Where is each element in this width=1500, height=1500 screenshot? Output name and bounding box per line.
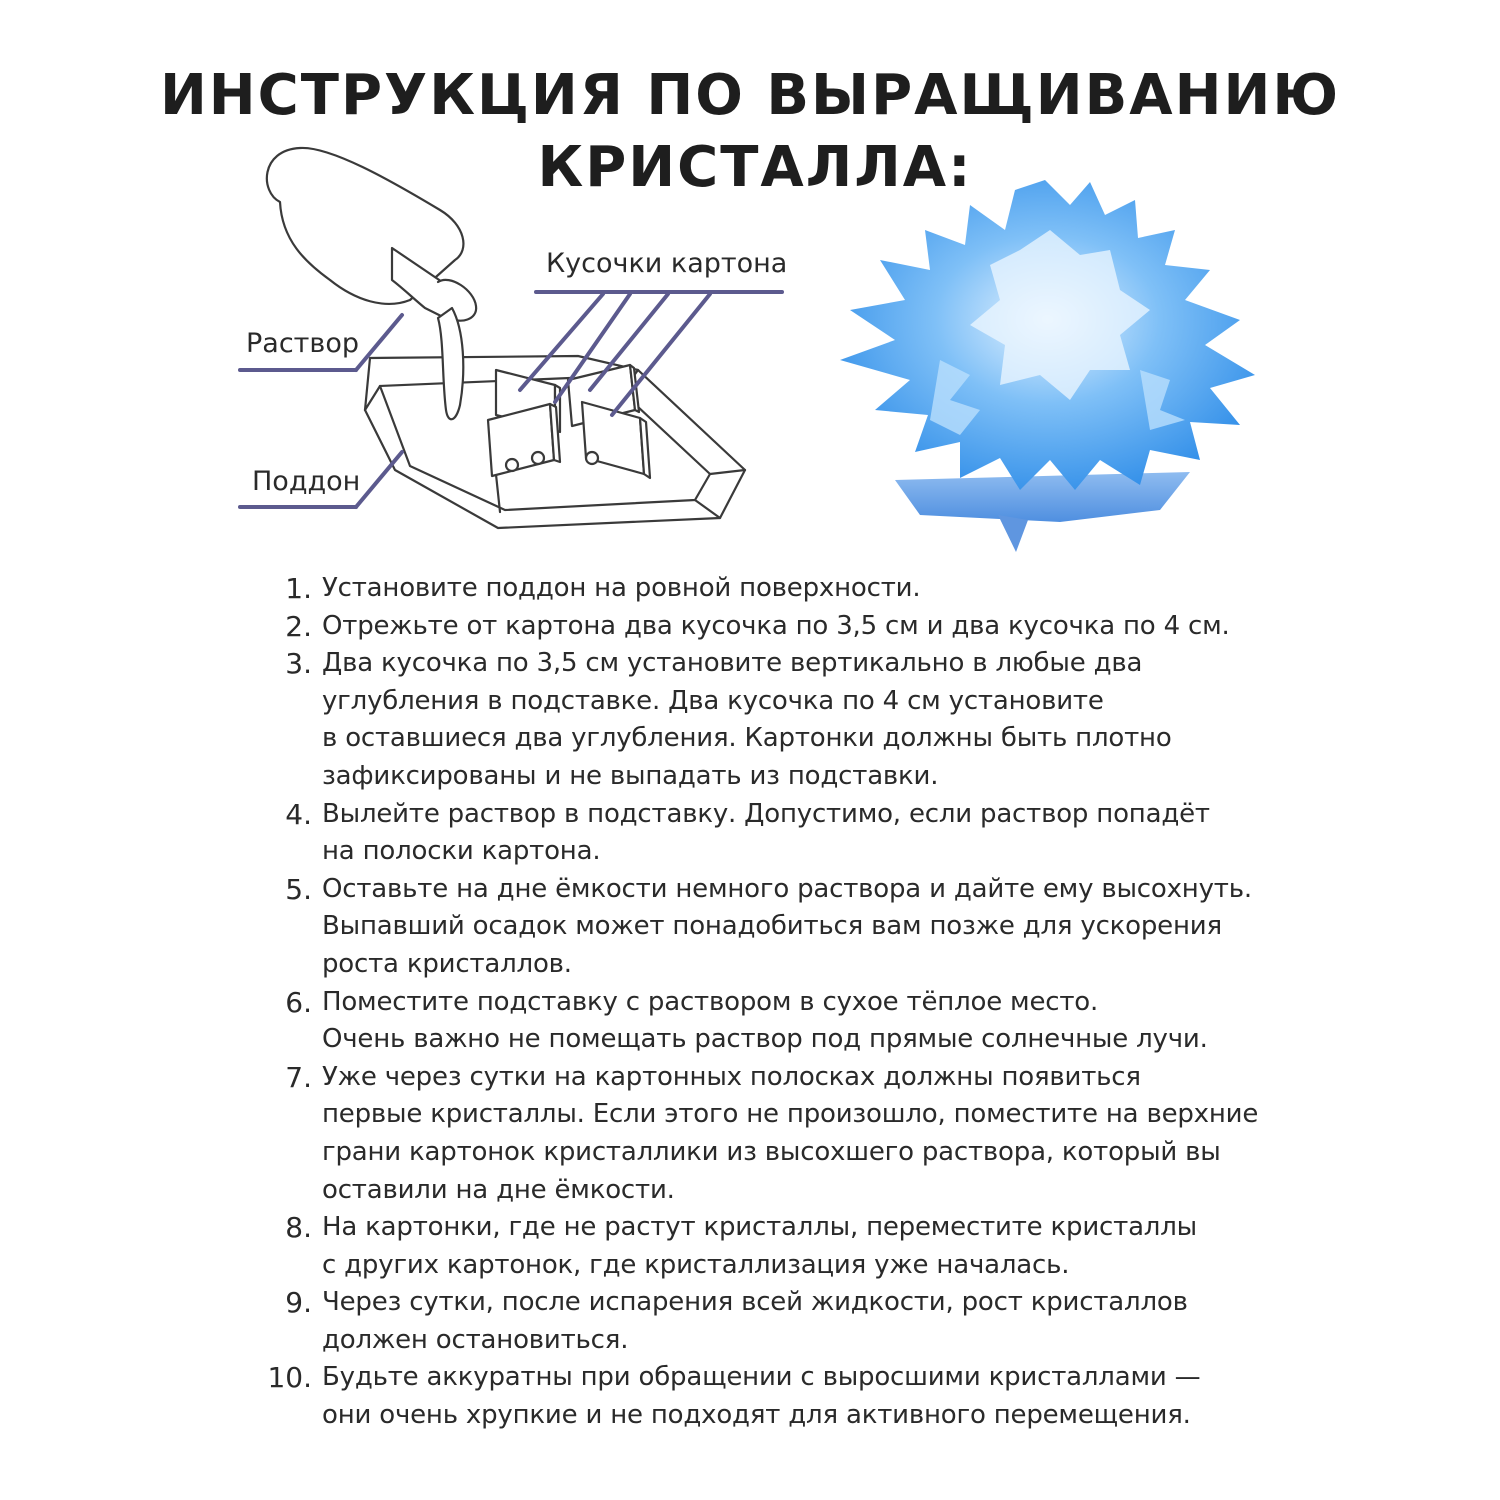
step-number: 9.	[285, 1286, 312, 1320]
step-text: Будьте аккуратны при обращении с выросшими кристаллами — они очень хрупкие и не подходят для активного перемещения.	[322, 1362, 1201, 1431]
step-text: Отрежьте от картона два кусочка по 3,5 см и два кусочка по 4 см.	[322, 610, 1230, 641]
step-text: Уже через сутки на картонных полосках должны появиться первые кристаллы. Если этого не произошло, поместите на верхние грани картонок кристаллики из высохшего раствора, который вы оставили на дне ёмкости.	[322, 1061, 1259, 1205]
step-text: Поместите подставку с раствором в сухое тёплое место. Очень важно не помещать раствор под прямые солнечные лучи.	[322, 986, 1208, 1055]
step-text: Вылейте раствор в подставку. Допустимо, если раствор попадёт на полоски картона.	[322, 798, 1210, 867]
title-line-2: КРИСТАЛЛА:	[537, 135, 973, 200]
list-item	[250, 608, 1260, 646]
label-tray: Поддон	[252, 466, 361, 497]
tray-diagram	[220, 140, 820, 560]
step-number: 7.	[285, 1060, 312, 1094]
step-text: Установите поддон на ровной поверхности.	[322, 573, 921, 603]
step-text: Два кусочка по 3,5 см установите вертикально в любые два углубления в подставке. Два кусочка по 4 см установите в оставшиеся два углубления. Картонки должны быть плотно зафиксированы и не выпадать из подставки.	[322, 648, 1172, 791]
list-item	[250, 1059, 1260, 1209]
step-number: 4.	[285, 797, 312, 831]
step-number: 3.	[285, 647, 312, 681]
step-number: 6.	[285, 985, 312, 1019]
step-number: 1.	[285, 572, 312, 605]
step-number: 2.	[285, 609, 312, 643]
step-number: 10.	[267, 1361, 312, 1395]
step-number: 8.	[285, 1211, 312, 1245]
list-item	[250, 645, 1260, 795]
list-item	[250, 1209, 1260, 1284]
step-text: На картонки, где не растут кристаллы, переместите кристаллы с других картонок, где кристаллизация уже началась.	[322, 1212, 1197, 1280]
list-item	[250, 871, 1260, 984]
crystal-photo	[820, 160, 1270, 580]
list-item	[250, 1359, 1260, 1434]
list-item	[250, 984, 1260, 1059]
label-cardboard-pieces: Кусочки картона	[546, 248, 788, 279]
list-item	[250, 570, 1260, 608]
list-item	[250, 796, 1260, 871]
step-text: Через сутки, после испарения всей жидкости, рост кристаллов должен остановиться.	[322, 1287, 1188, 1355]
title-line-1: ИНСТРУКЦИЯ ПО ВЫРАЩИВАНИЮ	[159, 63, 1341, 128]
label-solution: Раствор	[246, 328, 359, 359]
step-number: 5.	[285, 872, 312, 906]
crystal-photo-illustration	[820, 160, 1270, 580]
step-text: Оставьте на дне ёмкости немного раствора и дайте ему высохнуть. Выпавший осадок может понадобиться вам позже для ускорения роста кристаллов.	[322, 873, 1252, 979]
list-item	[250, 1284, 1260, 1359]
instruction-steps	[250, 570, 1260, 1435]
